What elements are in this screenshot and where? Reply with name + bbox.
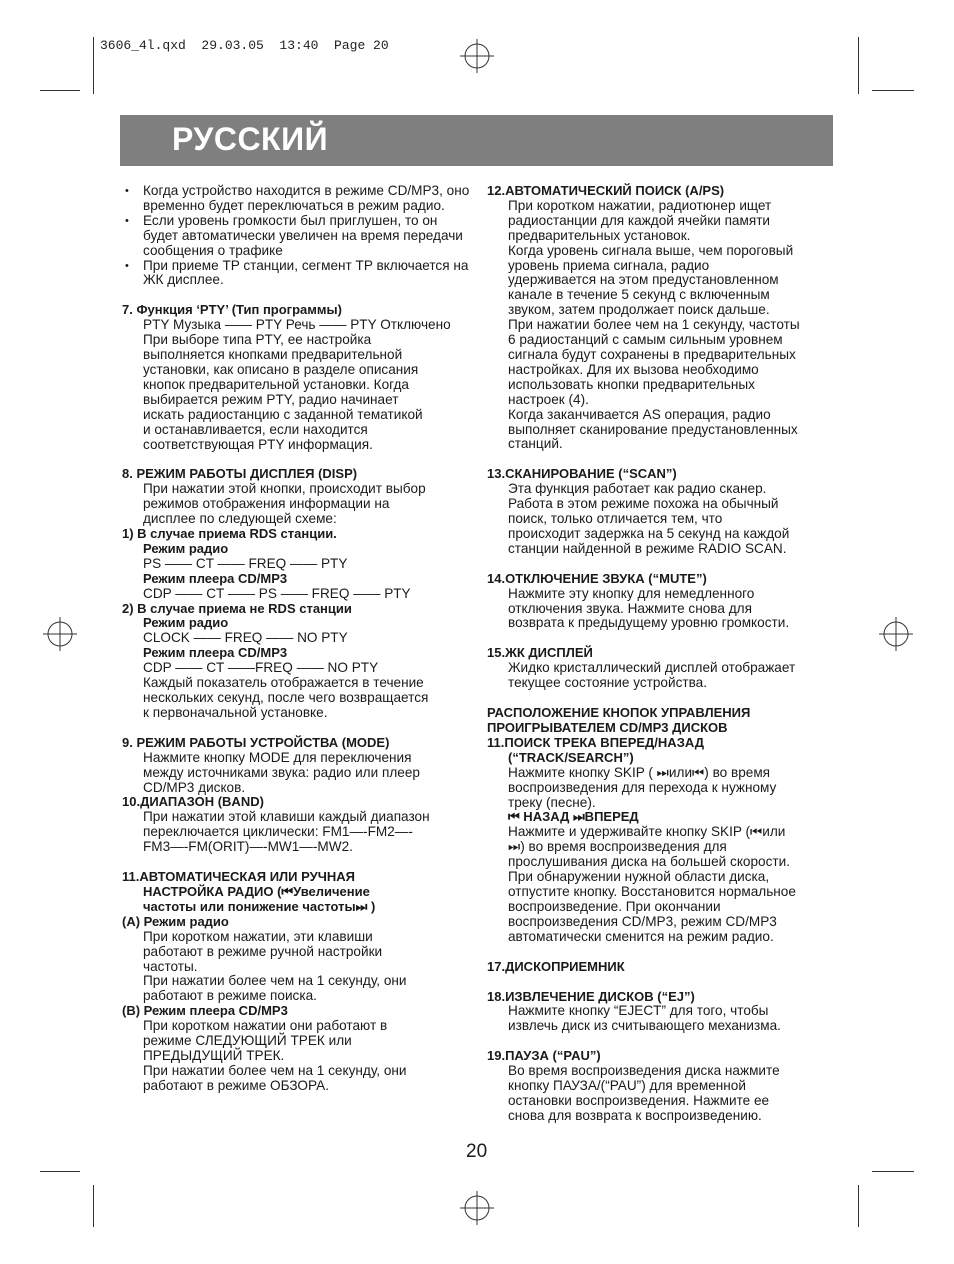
text-line: воспроизведения CD/MP3, режим CD/MP3 xyxy=(508,913,777,929)
text-line: воспроизведения для перехода к нужному xyxy=(508,779,777,795)
crop-mark xyxy=(858,37,859,94)
subheading: Режим плеера CD/MP3 xyxy=(143,645,288,661)
section-heading: 12.АВТОМАТИЧЕСКИЙ ПОИСК (A/PS) xyxy=(487,183,725,198)
section-body xyxy=(122,542,470,602)
text-line: настроек (4). xyxy=(508,391,589,407)
section-body xyxy=(122,930,470,1005)
text-line: канале в течение 5 секунд с включенным xyxy=(508,287,770,303)
text-line: остановки воспроизведения. Нажмите ее xyxy=(508,1092,770,1108)
right-column xyxy=(487,184,839,1124)
text-line: При нажатии более чем на 1 секунду, они xyxy=(143,973,407,989)
text-line: Нажмите кнопку MODE для переключения xyxy=(143,749,412,765)
text-line: При коротком нажатии, эти клавиши xyxy=(143,928,373,944)
text-line: выбирается режим PTY, радио начинает xyxy=(143,391,399,407)
text-line: выполняется кнопками предварительной xyxy=(143,347,403,363)
subheading: 2) В случае приема не RDS станции xyxy=(122,600,352,616)
crop-mark xyxy=(93,37,94,94)
subheading: (B) Режим плеера CD/MP3 xyxy=(122,1003,288,1019)
text-line: Работа в этом режиме похожа на обычный xyxy=(508,496,779,512)
section-body xyxy=(487,1004,839,1034)
section-heading: 13.СКАНИРОВАНИЕ (“SCAN”) xyxy=(487,466,677,482)
text-line: и останавливается, если находится xyxy=(143,421,368,437)
text-line: Во время воспроизведения диска нажмите xyxy=(508,1063,780,1079)
text-line: настройках. Для их вызова необходимо xyxy=(508,361,759,377)
registration-mark-icon xyxy=(43,617,77,651)
text-line: радиостанции для каждой ячейки памяти xyxy=(508,212,771,228)
text-line: При нажатии этой кнопки, происходит выбор xyxy=(143,481,426,497)
text-line: PTY Музыка —— PTY Речь —— PTY Отключено xyxy=(143,317,451,333)
text-line: станций. xyxy=(508,436,563,452)
page-title: РУССКИЙ xyxy=(172,121,329,157)
text-line: к первоначальной установке. xyxy=(143,704,328,720)
text-line: соответствующая PTY информация. xyxy=(143,436,373,452)
section-heading: 8. РЕЖИМ РАБОТЫ ДИСПЛЕЯ (DISP) xyxy=(122,466,358,482)
text-line: работают в режиме поиска. xyxy=(143,988,317,1004)
section-body xyxy=(487,1064,839,1124)
text-line: При нажатии более чем на 1 секунду, они xyxy=(143,1062,407,1078)
section-heading: 15.ЖК ДИСПЛЕЙ xyxy=(487,645,593,661)
text-line: возврата к предыдущему уровню громкости. xyxy=(508,615,790,631)
text-line: режимов отображения информации на xyxy=(143,496,390,512)
section-body xyxy=(122,751,470,796)
text-line: кнопку ПАУЗА/(“PAU”) для временной xyxy=(508,1078,746,1094)
text-line: При коротком нажатии они работают в xyxy=(143,1018,388,1034)
crop-mark xyxy=(872,1171,914,1172)
bullet-item: • Когда устройство находится в режиме CD/MP3, оно временно будет переключаться в режим радио. xyxy=(122,184,470,214)
section-heading: 11.АВТОМАТИЧЕСКАЯ ИЛИ РУЧНАЯ xyxy=(122,869,355,885)
registration-mark-icon xyxy=(879,617,913,651)
text-line: отключения звука. Нажмите снова для xyxy=(508,600,752,616)
text-line: При коротком нажатии, радиотюнер ищет xyxy=(508,197,772,213)
text-line: CDP —— CT —— PS —— FREQ —— PTY xyxy=(143,585,411,601)
text-line: использовать кнопки предварительных xyxy=(508,376,755,392)
text-line: Нажмите кнопку “EJECT” для того, чтобы xyxy=(508,1003,769,1019)
text-line: CDP —— CT ——FREQ —— NO PTY xyxy=(143,660,379,676)
section-body xyxy=(122,616,470,720)
section-heading: 14.ОТКЛЮЧЕНИЕ ЗВУКА (“MUTE”) xyxy=(487,570,707,586)
text-line: воспроизведение. При окончании xyxy=(508,898,721,914)
section-body xyxy=(487,661,839,691)
text-line: частоты. xyxy=(143,958,198,974)
section-heading: НАСТРОЙКА РАДИО (⏮Увеличение xyxy=(143,883,370,899)
skip-direction-labels: ⏮ НАЗАД ⏭ВПЕРЕД xyxy=(508,809,639,825)
text-line: PS —— CT —— FREQ —— PTY xyxy=(143,555,348,571)
text-line: Нажмите кнопку SKIP ( ⏭или⏮) во время xyxy=(508,764,771,780)
text-line: ПРЕДЫДУЩИЙ ТРЕК. xyxy=(143,1047,285,1063)
text-line: поиск, только отличается тем, что xyxy=(508,511,723,527)
text-line: При нажатии этой клавиши каждый диапазон xyxy=(143,809,430,825)
bullet-item: • При приеме TP станции, сегмент TP включается на ЖК дисплее. xyxy=(122,259,470,289)
text-line: снова для возврата к воспроизведению. xyxy=(508,1107,762,1123)
text-line: установки, как описано в разделе описания xyxy=(143,361,419,377)
text-line: удерживается на этом предустановленном xyxy=(508,272,779,288)
text-line: При выборе типа PTY, ее настройка xyxy=(143,332,372,348)
language-banner xyxy=(120,115,833,166)
section-heading: 10.ДИАПАЗОН (BAND) xyxy=(122,794,264,810)
crop-mark xyxy=(872,90,914,91)
section-heading: 11.ПОИСК ТРЕКА ВПЕРЕД/НАЗАД xyxy=(487,734,704,750)
text-line: станции найденной в режиме RADIO SCAN. xyxy=(508,540,787,556)
section-heading: РАСПОЛОЖЕНИЕ КНОПОК УПРАВЛЕНИЯ xyxy=(487,705,751,721)
text-line: выполняет сканирование предустановленных xyxy=(508,421,798,437)
text-line: CD/MP3 дисков. xyxy=(143,779,246,795)
text-line: работают в режиме ОБЗОРА. xyxy=(143,1077,330,1093)
text-line: Нажмите и удерживайте кнопку SKIP (⏮или xyxy=(508,824,786,840)
section-heading: 17.ДИСКОПРИЕМНИК xyxy=(487,958,625,974)
section-body xyxy=(122,1019,470,1094)
text-line: Жидко кристаллический дисплей отображает xyxy=(508,660,796,676)
page-number: 20 xyxy=(466,1141,488,1162)
text-line: отпустите кнопку. Восстановится нормальное xyxy=(508,883,796,899)
section-body xyxy=(487,587,839,632)
text-line: Нажмите эту кнопку для немедленного xyxy=(508,585,755,601)
text-line: Когда уровень сигнала выше, чем пороговый xyxy=(508,242,794,258)
crop-mark xyxy=(858,1185,859,1227)
registration-mark-icon xyxy=(460,1191,494,1225)
text-line: предварительных установок. xyxy=(508,227,691,243)
section-body xyxy=(122,318,470,452)
text-line: треку (песне). xyxy=(508,794,596,810)
section-heading: (“TRACK/SEARCH”) xyxy=(508,749,634,765)
text-line: переключается циклически: FM1—-FM2—- xyxy=(143,824,413,840)
text-line: звуком, затем продолжает поиск дальше. xyxy=(508,302,770,318)
print-slug: 3606_4l.qxd 29.03.05 13:40 Page 20 xyxy=(100,38,389,53)
section-heading: 18.ИЗВЛЕЧЕНИЕ ДИСКОВ (“EJ”) xyxy=(487,988,695,1004)
section-heading: частоты или понижение частоты⏭ ) xyxy=(143,898,376,914)
text-line: между источниками звука: радио или плеер xyxy=(143,764,420,780)
crop-mark xyxy=(40,90,80,91)
text-line: работают в режиме ручной настройки xyxy=(143,943,383,959)
text-line: Когда заканчивается AS операция, радио xyxy=(508,406,771,422)
subheading: Режим радио xyxy=(143,540,229,556)
text-line: сигнала будут сохранены в предварительных xyxy=(508,346,796,362)
text-line: автоматически сменится на режим радио. xyxy=(508,928,774,944)
text-line: кнопок предварительной установки. Когда xyxy=(143,376,409,392)
section-heading: 9. РЕЖИМ РАБОТЫ УСТРОЙСТВА (MODE) xyxy=(122,734,390,750)
text-line: происходит задержка на 5 секунд на каждой xyxy=(508,525,790,541)
text-line: искать радиостанцию с заданной тематикой xyxy=(143,406,423,422)
text-line: Эта функция работает как радио сканер. xyxy=(508,481,767,497)
text-line: прослушивания диска на большей скорости. xyxy=(508,854,790,870)
text-line: режиме СЛЕДУЮЩИЙ ТРЕК или xyxy=(143,1033,352,1049)
section-body xyxy=(487,766,839,945)
bullet-item: • Если уровень громкости был приглушен, то он будет автоматически увеличен на время передачи сообщения о трафике xyxy=(122,214,470,259)
crop-mark xyxy=(93,1185,94,1227)
text-line: уровень приема сигнала, радио xyxy=(508,257,710,273)
text-line: ⏭) во время воспроизведения для xyxy=(508,839,727,855)
section-body xyxy=(122,810,470,855)
subheading: Режим плеера CD/MP3 xyxy=(143,570,288,586)
section-body xyxy=(487,482,839,557)
section-body xyxy=(487,199,839,452)
section-heading: ПРОИГРЫВАТЕЛЕМ CD/MP3 ДИСКОВ xyxy=(487,720,728,735)
text-line: При обнаружении нужной области диска, xyxy=(508,869,770,885)
text-line: текущее состояние устройства. xyxy=(508,675,708,691)
subheading: Режим радио xyxy=(143,615,229,631)
left-column xyxy=(122,184,470,1094)
crop-mark xyxy=(40,1171,80,1172)
subheading: (A) Режим радио xyxy=(122,913,229,929)
text-line: При нажатии более чем на 1 секунду, частоты xyxy=(508,317,800,333)
registration-mark-icon xyxy=(460,39,494,73)
text-line: FM3—-FM(ORIT)—-MW1—-MW2. xyxy=(143,839,353,855)
text-line: дисплее по следующей схеме: xyxy=(143,511,337,527)
text-line: Каждый показатель отображается в течение xyxy=(143,675,424,691)
text-line: нескольких секунд, после чего возвращается xyxy=(143,690,429,705)
text-line: извлечь диск из считывающего механизма. xyxy=(508,1018,781,1034)
section-heading: 19.ПАУЗА (“PAU”) xyxy=(487,1048,601,1064)
text-line: CLOCK —— FREQ —— NO PTY xyxy=(143,630,348,646)
section-body xyxy=(122,482,470,527)
section-heading: 7. Функция ‘PTY’ (Тип программы) xyxy=(122,302,342,318)
subheading: 1) В случае приема RDS станции. xyxy=(122,526,337,542)
text-line: 6 радиостанций с самым сильным уровнем xyxy=(508,332,783,348)
